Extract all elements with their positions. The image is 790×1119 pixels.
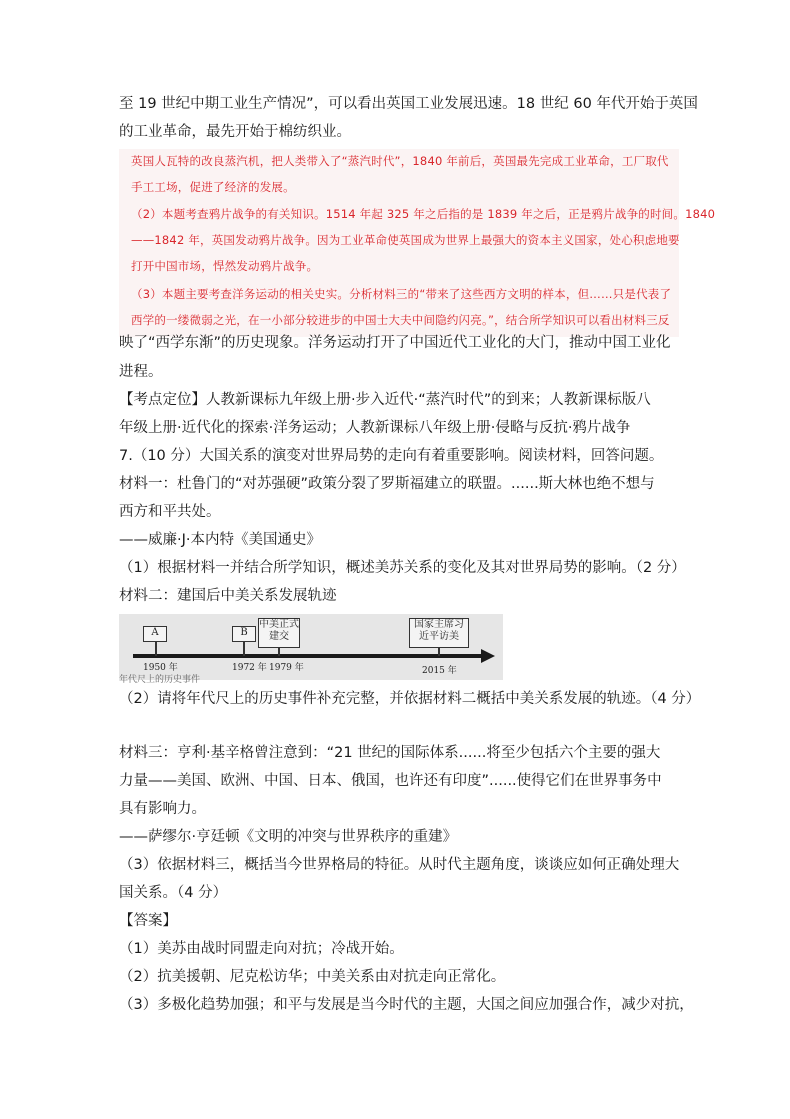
timeline-stem <box>243 640 245 656</box>
text-line: 具有影响力。 <box>119 801 206 817</box>
answer-heading: 【答案】 <box>119 913 177 929</box>
red-note-line: 手工工场，促进了经济的发展。 <box>131 180 295 194</box>
timeline-cropped-text: 年代尺上的历史事件 <box>119 675 201 685</box>
material-one: 材料一：杜鲁门的“对苏强硬”政策分裂了罗斯福建立的联盟。......斯大林也绝不想与 <box>119 476 655 492</box>
timeline-year: 1979 年 <box>269 663 304 673</box>
red-note-line: ——1842 年，英国发动鸦片战争。因为工业革命使英国成为世界上最强大的资本主义国家，处心积虑地要 <box>131 233 680 247</box>
citation: ——威廉·J·本内特《美国通史》 <box>119 532 321 548</box>
red-note-line: 打开中国市场，悍然发动鸦片战争。 <box>131 259 319 273</box>
text-line: 的工业革命，最先开始于棉纺织业。 <box>119 124 351 140</box>
timeline-year: 1972 年 <box>232 663 267 673</box>
timeline-year: 1950 年 <box>143 663 178 673</box>
question-heading: 7.（10 分）大国关系的演变对世界局势的走向有着重要影响。阅读材料，回答问题。 <box>119 448 664 464</box>
citation: ——萨缪尔·亨廷顿《文明的冲突与世界秩序的重建》 <box>119 829 458 845</box>
material-three: 材料三：亨利·基辛格曾注意到：“21 世纪的国际体系......将至少包括六个主要的强大 <box>119 745 661 761</box>
timeline-box-b: B <box>232 626 256 642</box>
timeline-box-xi-visit: 国家主席习近平访美 <box>409 618 469 648</box>
timeline-stem <box>278 648 280 656</box>
red-note-line: 西学的一缕微弱之光，在一小部分较进步的中国士大夫中间隐约闪亮。”，结合所学知识可以看出材料三反 <box>131 313 670 327</box>
exam-point-label: 【考点定位】人教新课标九年级上册·步入近代·“蒸汽时代”的到来；人教新课标版八 <box>119 392 651 408</box>
red-note-line: 英国人瓦特的改良蒸汽机，把人类带入了“蒸汽时代”，1840 年前后，英国最先完成工业革命，工厂取代 <box>131 154 669 168</box>
answer-line: （1）美苏由战时同盟走向对抗；冷战开始。 <box>119 941 404 957</box>
timeline-stem <box>438 648 440 656</box>
sub-question-1: （1）根据材料一并结合所学知识，概述美苏关系的变化及其对世界局势的影响。（2 分） <box>119 560 686 576</box>
arrow-right-icon <box>481 649 495 663</box>
text-line: 力量——美国、欧洲、中国、日本、俄国，也许还有印度”......使得它们在世界事务中 <box>119 773 662 789</box>
text-line: 西方和平共处。 <box>119 504 221 520</box>
text-line: 至 19 世纪中期工业生产情况”，可以看出英国工业发展迅速。18 世纪 60 年代开始于英国 <box>119 96 698 112</box>
text-line: 国关系。（4 分） <box>119 885 228 901</box>
red-note-line: （2）本题考查鸦片战争的有关知识。1514 年起 325 年之后指的是 1839 年之后，正是鸦片战争的时间。1840 <box>131 207 716 221</box>
sub-question-2: （2）请将年代尺上的历史事件补充完整，并依据材料二概括中美关系发展的轨迹。（4 分） <box>119 691 701 707</box>
material-two: 材料二：建国后中美关系发展轨迹 <box>119 588 337 604</box>
sub-question-3: （3）依据材料三，概括当今世界格局的特征。从时代主题角度，谈谈应如何正确处理大 <box>119 857 680 873</box>
answer-line: （3）多极化趋势加强；和平与发展是当今时代的主题，大国之间应加强合作，减少对抗， <box>119 997 694 1013</box>
timeline-year: 2015 年 <box>422 666 457 676</box>
text-line: 进程。 <box>119 364 163 380</box>
red-note-line: （3）本题主要考查洋务运动的相关史实。分析材料三的“带来了这些西方文明的样本，但……只是代表了 <box>131 287 672 301</box>
text-line: 映了“西学东渐”的历史现象。洋务运动打开了中国近代工业化的大门，推动中国工业化 <box>119 335 671 351</box>
text-line: 年级上册·近代化的探索·洋务运动；人教新课标八年级上册·侵略与反抗·鸦片战争 <box>119 420 631 436</box>
timeline-stem <box>155 640 157 656</box>
timeline-axis <box>133 654 485 658</box>
answer-line: （2）抗美援朝、尼克松访华；中美关系由对抗走向正常化。 <box>119 969 506 985</box>
timeline-box-establish-relations: 中美正式建交 <box>258 618 300 648</box>
timeline-figure <box>119 614 503 685</box>
timeline-box-a: A <box>143 626 167 642</box>
